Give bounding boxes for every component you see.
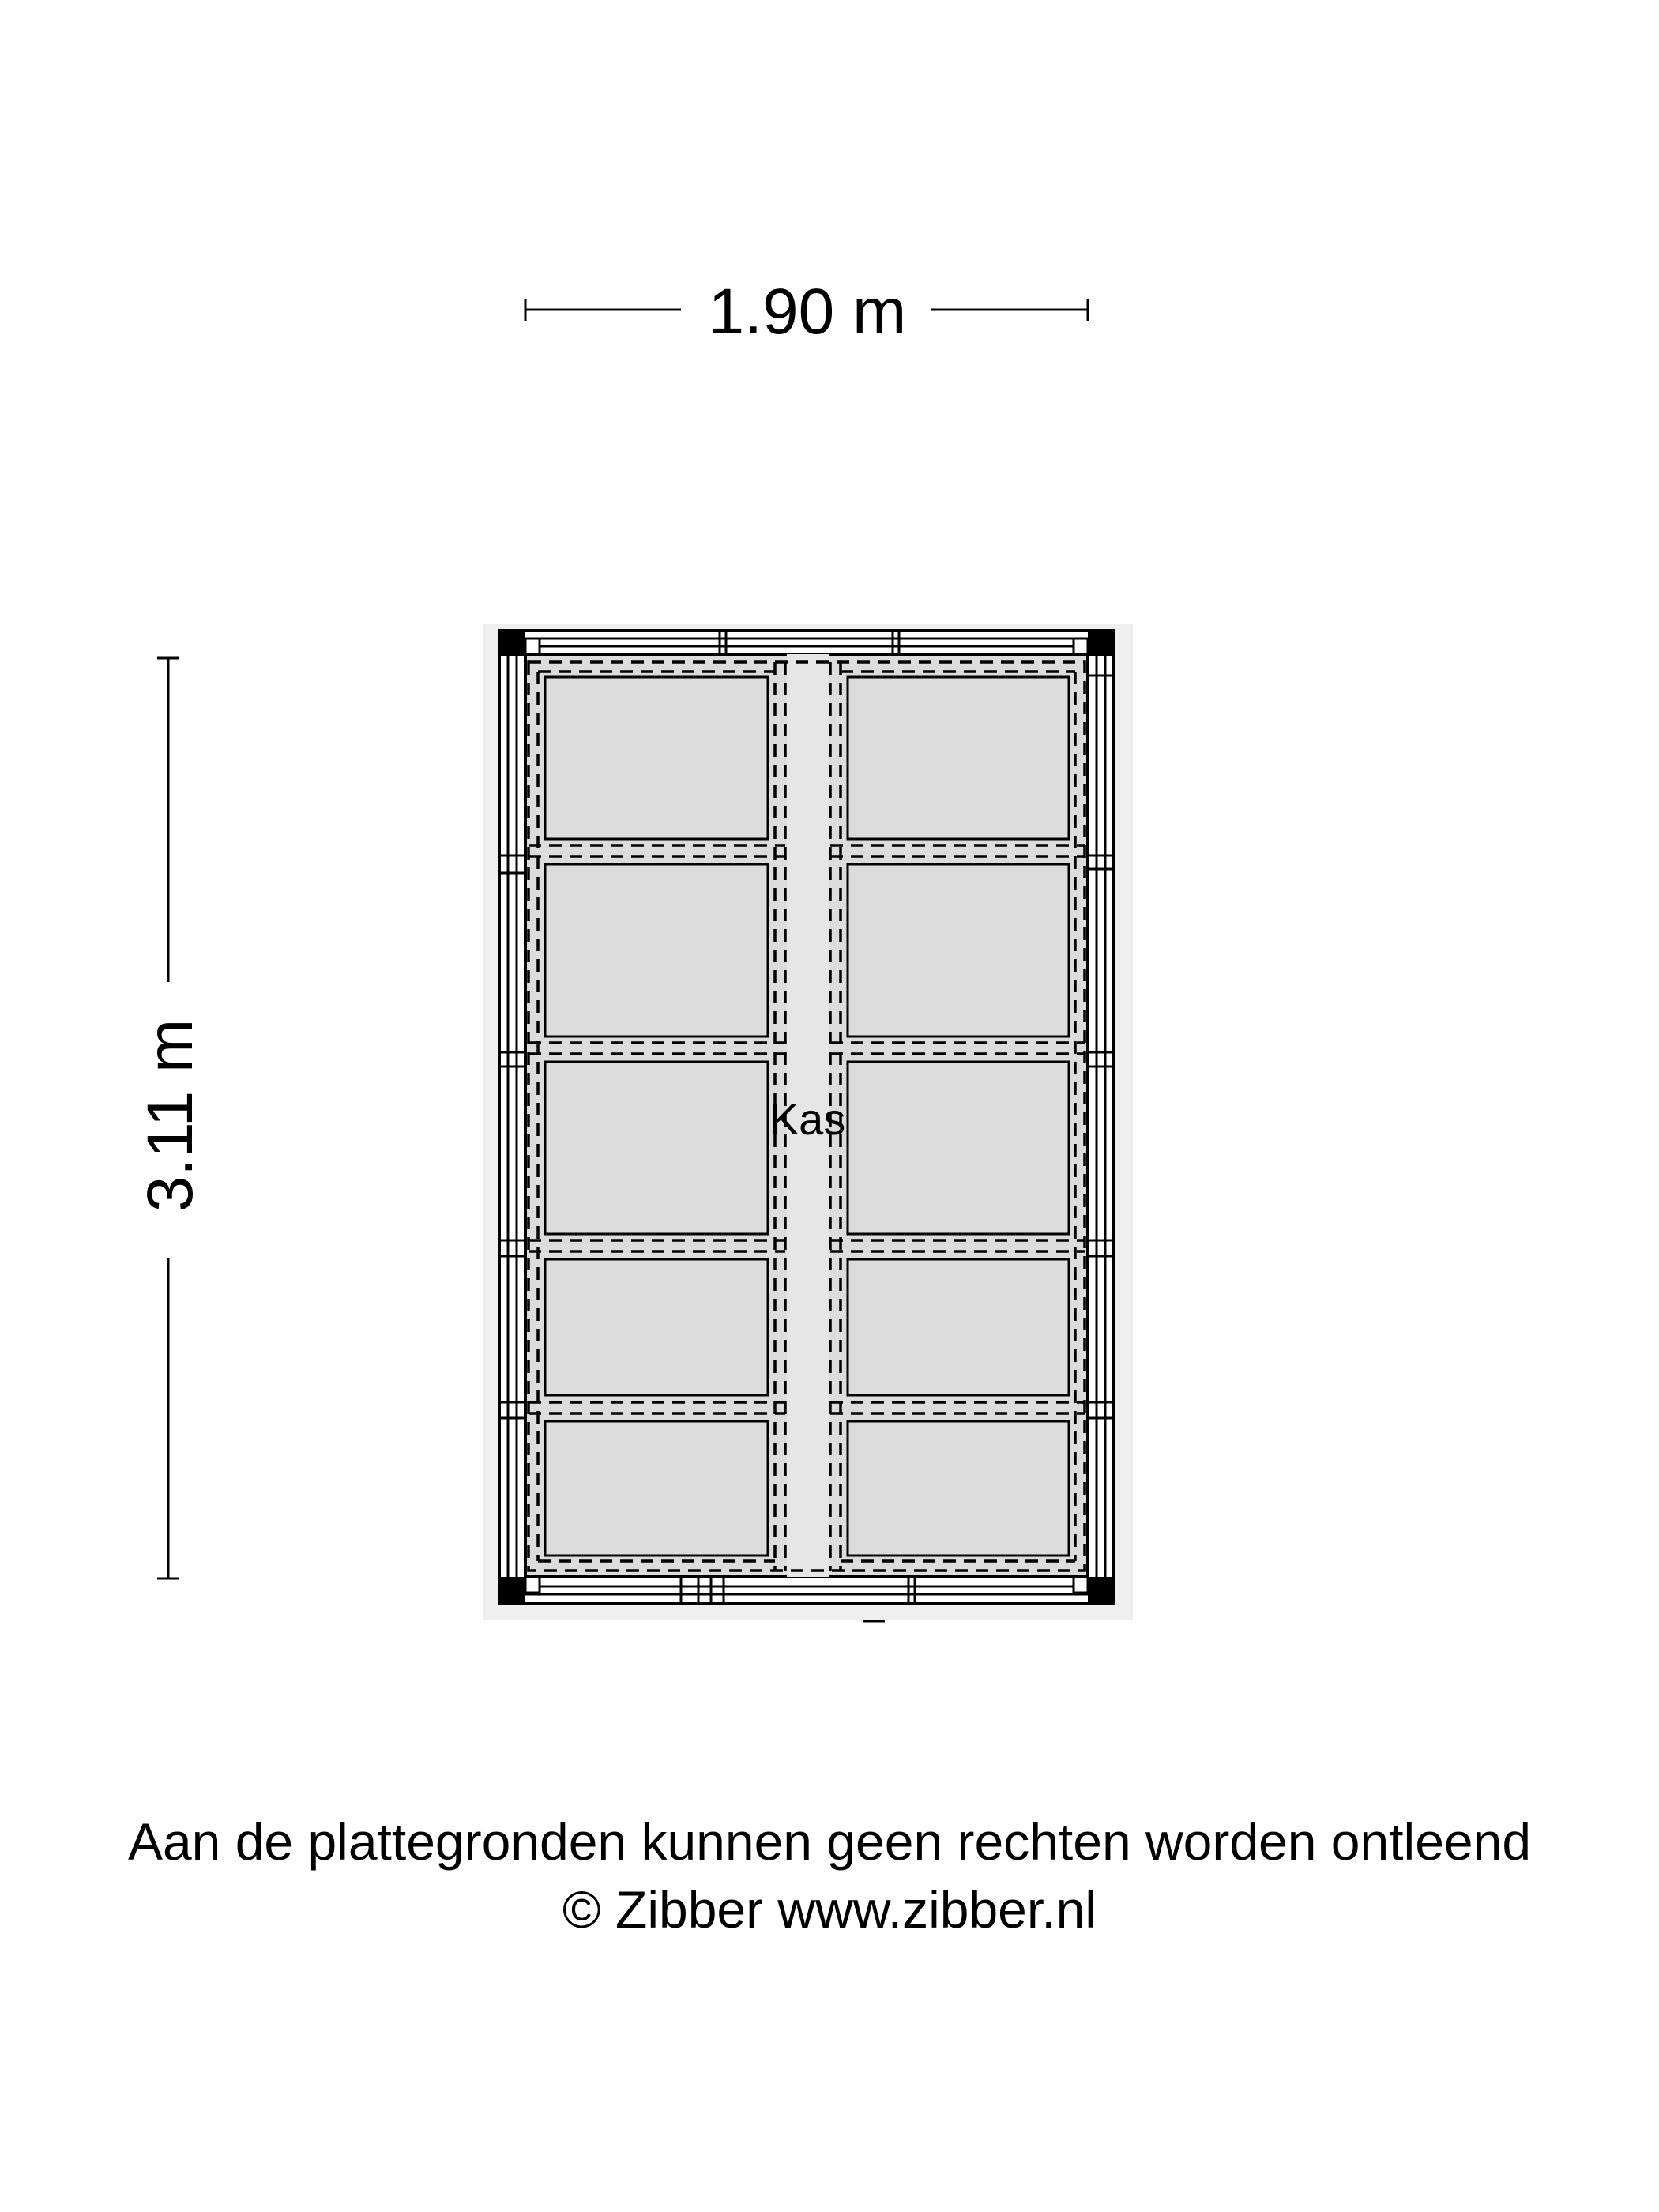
width-dimension-label: 1.90 m xyxy=(708,276,907,348)
height-dimension-label: 3.11 m xyxy=(134,1018,206,1213)
copyright-text: © Zibber www.zibber.nl xyxy=(562,1880,1097,1939)
disclaimer-text: Aan de plattegronden kunnen geen rechten worden ontleend xyxy=(127,1812,1532,1871)
room-label: Kas xyxy=(769,1094,846,1144)
